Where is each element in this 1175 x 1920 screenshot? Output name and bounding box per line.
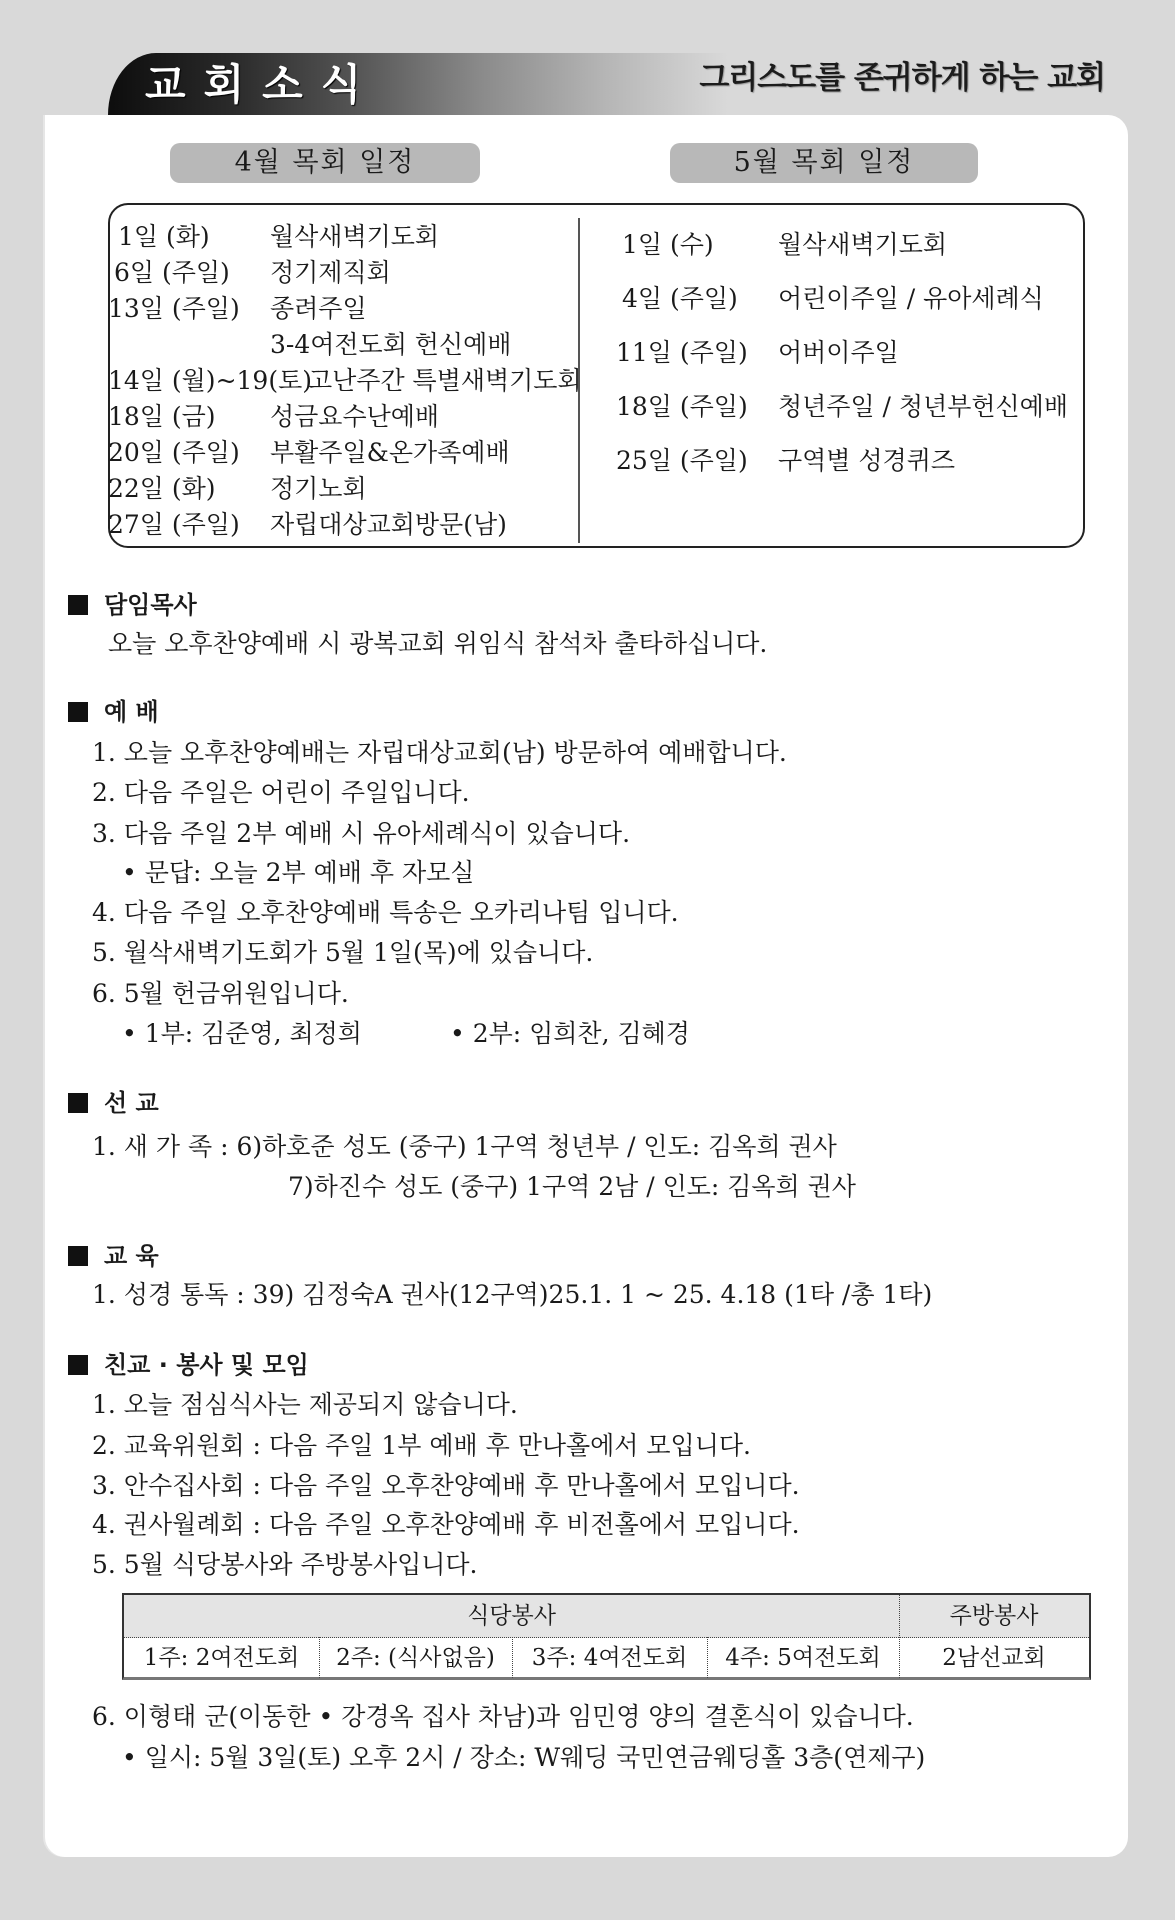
section-heading-label: 선 교 xyxy=(104,1089,159,1117)
april-date: 1일 (화) xyxy=(118,222,210,251)
may-event: 구역별 성경퀴즈 xyxy=(778,446,955,475)
table-cell: 2주: (식사없음) xyxy=(336,1645,495,1671)
may-schedule-label: 5월 목회 일정 xyxy=(670,143,978,183)
fellowship-line: 1. 오늘 점심식사는 제공되지 않습니다. xyxy=(92,1390,518,1419)
may-event: 청년주일 / 청년부헌신예배 xyxy=(778,392,1068,421)
section-heading-label: 담임목사 xyxy=(104,591,197,619)
worship-line: 6. 5월 헌금위원입니다. xyxy=(92,979,349,1008)
april-event: 종려주일 xyxy=(270,294,367,323)
april-date: 22일 (화) xyxy=(108,474,216,503)
section-heading-label: 친교 · 봉사 및 모임 xyxy=(104,1351,309,1379)
april-event: 3-4여전도회 헌신예배 xyxy=(270,330,512,359)
april-event: 정기노회 xyxy=(270,474,367,503)
table-cell: 3주: 4여전도회 xyxy=(531,1645,688,1671)
fellowship-line: 3. 안수집사회 : 다음 주일 오후찬양예배 후 만나홀에서 모입니다. xyxy=(92,1471,800,1500)
service-table xyxy=(122,1593,1091,1680)
april-date: 6일 (주일) xyxy=(114,258,230,287)
april-date: 14일 (월)~19(토) xyxy=(108,366,312,395)
mission-line: 1. 새 가 족 : 6)하호준 성도 (중구) 1구역 청년부 / 인도: 김옥희 권사 xyxy=(92,1132,837,1161)
may-date: 18일 (주일) xyxy=(616,392,748,421)
table-cell: 2남선교회 xyxy=(942,1645,1046,1671)
fellowship-subline: • 일시: 5월 3일(토) 오후 2시 / 장소: W웨딩 국민연금웨딩홀 3층(연제구) xyxy=(122,1743,926,1772)
section-heading-education xyxy=(68,1241,159,1271)
square-bullet-icon xyxy=(68,595,88,615)
square-bullet-icon xyxy=(68,1246,88,1266)
fellowship-line: 6. 이형태 군(이동한 • 강경옥 집사 차남)과 임민영 양의 결혼식이 있습니다. xyxy=(92,1702,914,1731)
fellowship-line: 2. 교육위원회 : 다음 주일 1부 예배 후 만나홀에서 모입니다. xyxy=(92,1431,751,1460)
april-event: 정기제직회 xyxy=(270,258,391,287)
table-header-kitchen: 주방봉사 xyxy=(949,1603,1039,1629)
april-event: 부활주일&온가족예배 xyxy=(270,438,510,467)
section-heading-label: 교 육 xyxy=(104,1242,159,1270)
april-event: 월삭새벽기도회 xyxy=(270,222,440,251)
may-event: 어린이주일 / 유아세례식 xyxy=(778,284,1044,313)
mission-line: 7)하진수 성도 (중구) 1구역 2남 / 인도: 김옥희 권사 xyxy=(288,1172,856,1201)
worship-subline: • 문답: 오늘 2부 예배 후 자모실 xyxy=(122,858,475,887)
may-date: 1일 (수) xyxy=(622,230,714,259)
table-cell: 4주: 5여전도회 xyxy=(725,1645,881,1671)
april-event: 성금요수난예배 xyxy=(270,402,440,431)
april-date: 18일 (금) xyxy=(108,402,216,431)
may-date: 4일 (주일) xyxy=(622,284,738,313)
may-date: 25일 (주일) xyxy=(616,446,748,475)
fellowship-line: 5. 5월 식당봉사와 주방봉사입니다. xyxy=(92,1550,478,1579)
section-heading-pastor xyxy=(68,590,197,620)
worship-subline: • 1부: 김준영, 최정희 xyxy=(122,1019,362,1048)
section-heading-worship xyxy=(68,697,159,727)
church-slogan: 그리스도를 존귀하게 하는 교회 xyxy=(699,60,1105,96)
april-schedule-label: 4월 목회 일정 xyxy=(170,143,480,183)
worship-line: 5. 월삭새벽기도회가 5월 1일(목)에 있습니다. xyxy=(92,938,594,967)
may-event: 월삭새벽기도회 xyxy=(778,230,948,259)
square-bullet-icon xyxy=(68,1093,88,1113)
worship-line: 1. 오늘 오후찬양예배는 자립대상교회(남) 방문하여 예배합니다. xyxy=(92,738,787,767)
worship-line: 4. 다음 주일 오후찬양예배 특송은 오카리나팀 입니다. xyxy=(92,898,679,927)
table-cell: 1주: 2여전도회 xyxy=(143,1645,300,1671)
square-bullet-icon xyxy=(68,702,88,722)
education-line: 1. 성경 통독 : 39) 김정숙A 권사(12구역)25.1. 1 ~ 25. 4.18 (1타 /총 1타) xyxy=(92,1280,933,1309)
worship-subline: • 2부: 임희찬, 김혜경 xyxy=(450,1019,690,1048)
may-event: 어버이주일 xyxy=(778,338,899,367)
pastor-line: 오늘 오후찬양예배 시 광복교회 위임식 참석차 출타하십니다. xyxy=(108,629,768,658)
section-heading-label: 예 배 xyxy=(104,698,159,726)
worship-line: 2. 다음 주일은 어린이 주일입니다. xyxy=(92,778,470,807)
table-header-dining: 식당봉사 xyxy=(467,1603,556,1629)
april-event: 자립대상교회방문(남) xyxy=(270,510,507,539)
april-date: 20일 (주일) xyxy=(108,438,240,467)
may-date: 11일 (주일) xyxy=(616,338,748,367)
page-title: 교회소식 xyxy=(145,60,380,109)
april-date: 27일 (주일) xyxy=(108,510,240,539)
april-event: 고난주간 특별새벽기도회 xyxy=(308,366,582,395)
fellowship-line: 4. 권사월례회 : 다음 주일 오후찬양예배 후 비전홀에서 모입니다. xyxy=(92,1510,800,1539)
worship-line: 3. 다음 주일 2부 예배 시 유아세례식이 있습니다. xyxy=(92,819,631,848)
square-bullet-icon xyxy=(68,1355,88,1375)
april-date: 13일 (주일) xyxy=(108,294,240,323)
section-heading-mission xyxy=(68,1088,159,1118)
section-heading-fellowship xyxy=(68,1350,309,1380)
